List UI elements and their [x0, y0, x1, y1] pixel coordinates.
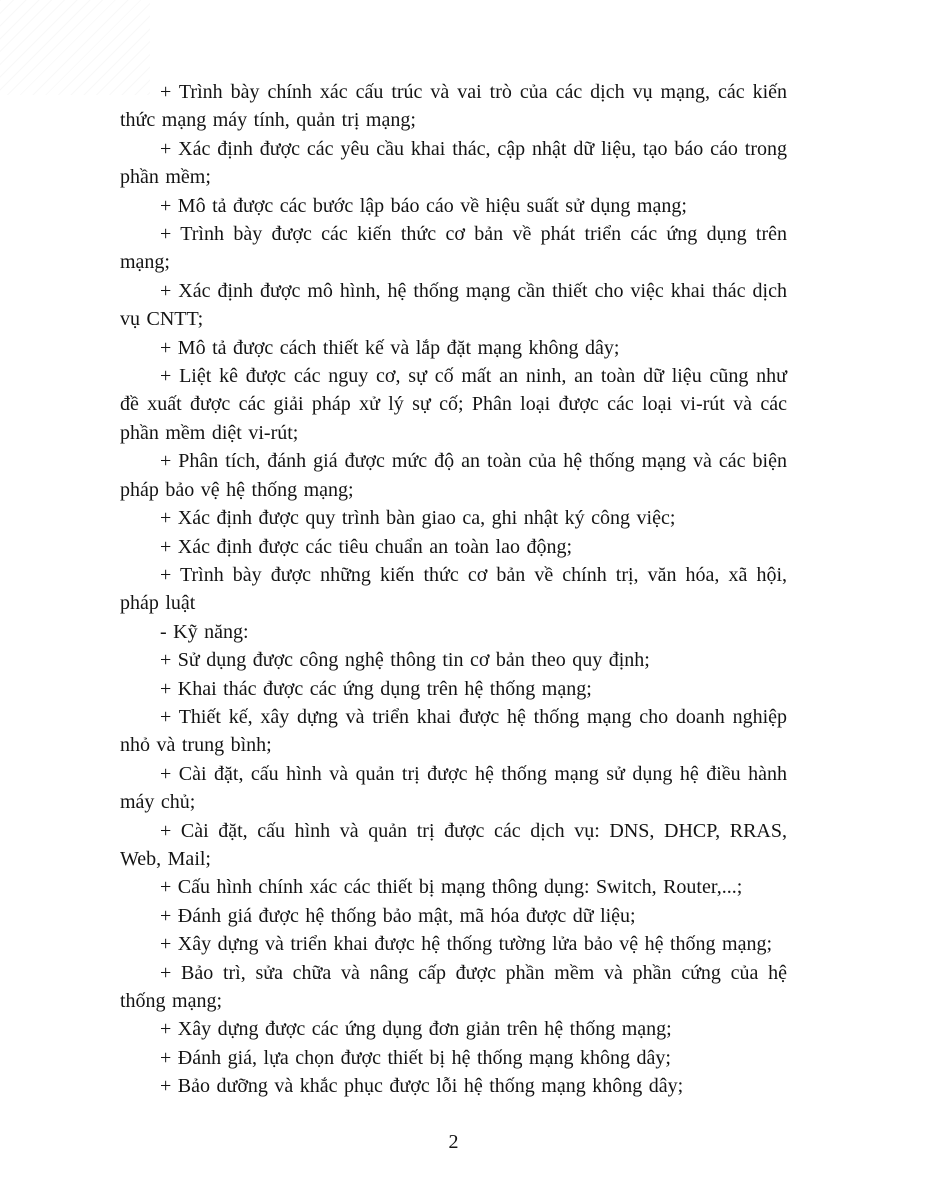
paragraph: + Xác định được các tiêu chuẩn an toàn lao động;	[160, 535, 573, 558]
paragraph: + Bảo trì, sửa chữa và nâng cấp được phần mềm và phần cứng của hệ thống mạng;	[120, 961, 787, 1012]
paragraph: + Mô tả được các bước lập báo cáo về hiệu suất sử dụng mạng;	[160, 194, 687, 217]
paragraph: + Khai thác được các ứng dụng trên hệ thống mạng;	[160, 677, 592, 700]
paragraph: + Xác định được quy trình bàn giao ca, ghi nhật ký công việc;	[160, 507, 676, 530]
paragraph: + Trình bày được những kiến thức cơ bản về chính trị, văn hóa, xã hội, pháp luật	[120, 563, 787, 615]
paragraph: - Kỹ năng:	[160, 620, 249, 643]
paragraph: + Cài đặt, cấu hình và quản trị được các dịch vụ: DNS, DHCP, RRAS, Web, Mail;	[120, 819, 787, 870]
paragraph: + Cài đặt, cấu hình và quản trị được hệ thống mạng sử dụng hệ điều hành máy chủ;	[120, 762, 787, 814]
paragraph: + Đánh giá, lựa chọn được thiết bị hệ thống mạng không dây;	[160, 1046, 671, 1069]
page-number: 2	[448, 1131, 459, 1153]
paragraph: + Xây dựng được các ứng dụng đơn giản trên hệ thống mạng;	[160, 1018, 672, 1041]
paragraph: + Xây dựng và triển khai được hệ thống tường lửa bảo vệ hệ thống mạng;	[160, 933, 773, 956]
paragraph: + Phân tích, đánh giá được mức độ an toàn của hệ thống mạng và các biện pháp bảo vệ hệ thống mạng;	[120, 450, 787, 501]
paragraph: + Trình bày chính xác cấu trúc và vai trò của các dịch vụ mạng, các kiến thức mạng máy tính, quản trị mạng;	[120, 81, 787, 132]
paragraph: + Sử dụng được công nghệ thông tin cơ bản theo quy định;	[160, 649, 650, 672]
paragraph: + Thiết kế, xây dựng và triển khai được hệ thống mạng cho doanh nghiệp nhỏ và trung bình;	[120, 705, 787, 757]
document-page	[120, 78, 787, 1101]
paragraph: + Xác định được các yêu cầu khai thác, cập nhật dữ liệu, tạo báo cáo trong phần mềm;	[120, 137, 787, 189]
paragraph: + Bảo dưỡng và khắc phục được lỗi hệ thống mạng không dây;	[160, 1075, 684, 1098]
paragraph: + Xác định được mô hình, hệ thống mạng cần thiết cho việc khai thác dịch vụ CNTT;	[120, 279, 787, 331]
paragraph: + Cấu hình chính xác các thiết bị mạng thông dụng: Switch, Router,...;	[160, 876, 743, 899]
paragraph: + Liệt kê được các nguy cơ, sự cố mất an ninh, an toàn dữ liệu cũng như đề xuất được các giải pháp xử lý sự cố; Phân loại được các loại vi-rút và các phần mềm diệt vi-rút;	[120, 365, 787, 444]
paragraph: + Mô tả được cách thiết kế và lắp đặt mạng không dây;	[160, 336, 620, 359]
paragraph: + Đánh giá được hệ thống bảo mật, mã hóa được dữ liệu;	[160, 904, 636, 927]
paragraph: + Trình bày được các kiến thức cơ bản về phát triển các ứng dụng trên mạng;	[120, 223, 787, 274]
